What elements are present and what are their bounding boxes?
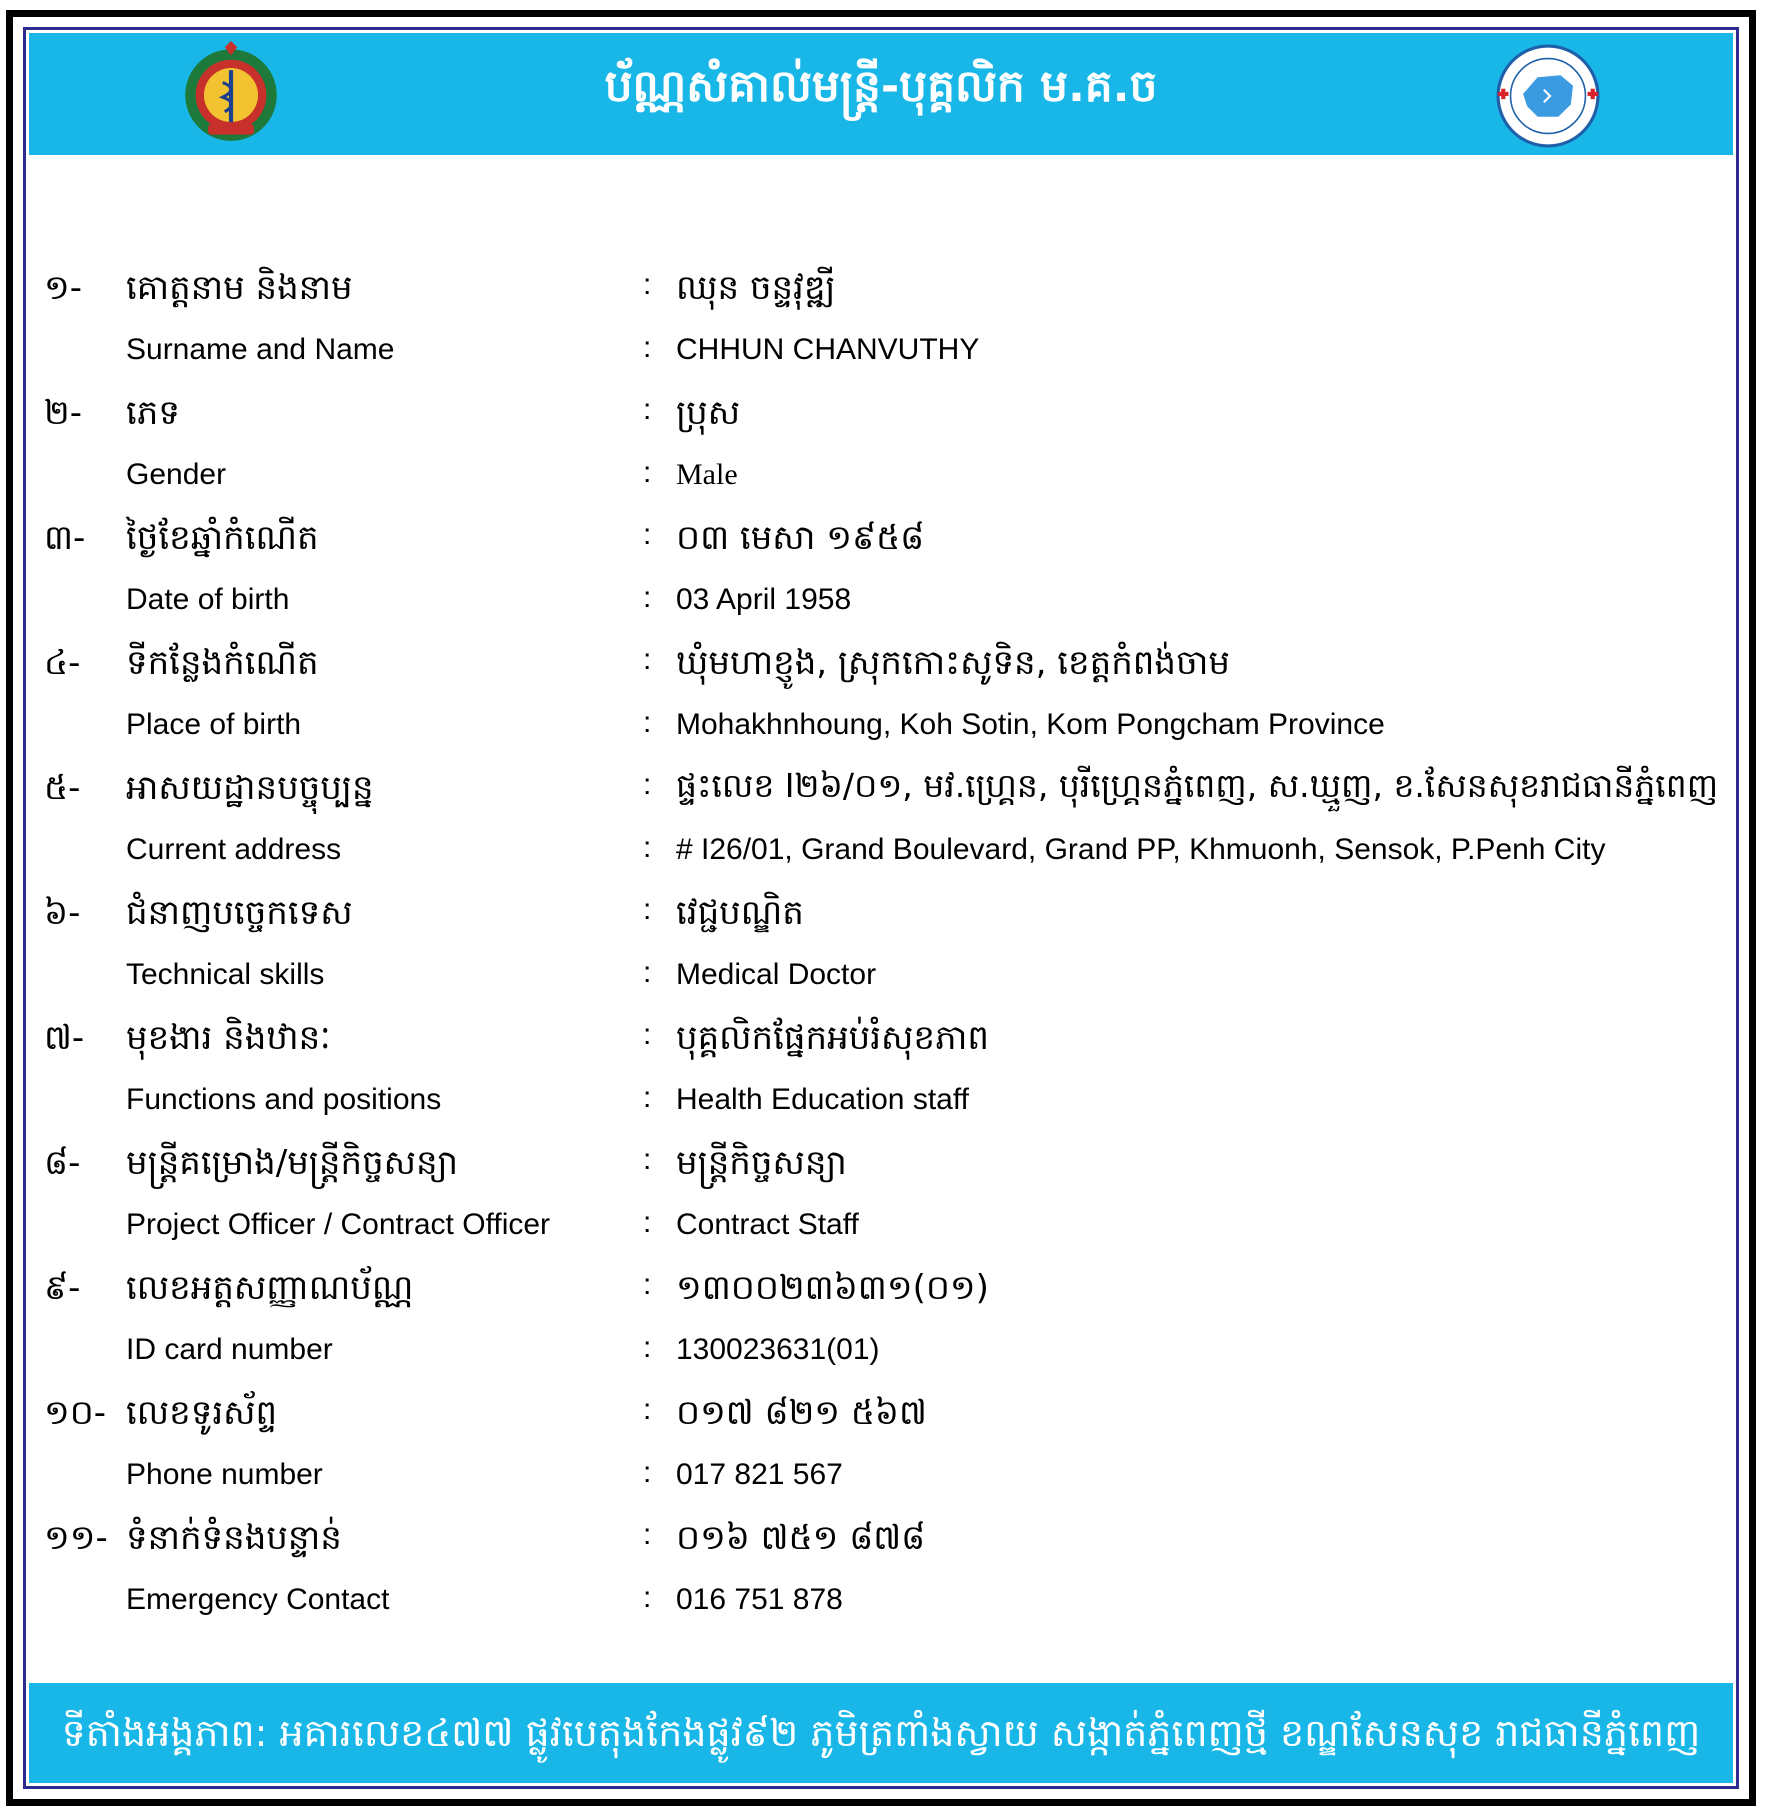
field-label-en: Project Officer / Contract Officer — [126, 1207, 551, 1241]
colon: : — [643, 830, 652, 864]
field-label-km: លេខទូរស័ព្ទ — [126, 1393, 278, 1433]
row-number: ៨- — [44, 1143, 81, 1183]
card-footer — [29, 1683, 1733, 1783]
field-label-en: Gender — [126, 457, 227, 491]
row-number: ៩- — [44, 1268, 81, 1308]
field-value-en: Mohakhnhoung, Koh Sotin, Kom Pongcham Province — [676, 707, 1385, 741]
info-row-km — [26, 885, 1736, 948]
row-number: ៥- — [44, 768, 81, 808]
colon: : — [643, 1393, 652, 1426]
colon: : — [643, 705, 652, 739]
colon: : — [643, 268, 652, 301]
row-number: ១០- — [44, 1393, 107, 1433]
field-label-en: Technical skills — [126, 957, 325, 991]
field-value-km: ឃុំមហាខ្ញូង, ស្រុកកោះសូទិន, ខេត្តកំពង់ចាម — [676, 643, 1230, 683]
field-label-km: គោត្តនាម និងនាម — [126, 268, 353, 308]
field-label-km: ទំនាក់ទំនងបន្ទាន់ — [126, 1518, 342, 1558]
field-label-en: Date of birth — [126, 582, 290, 616]
field-value-km: ប្រុស — [676, 393, 741, 433]
colon: : — [643, 1580, 652, 1614]
info-row-en — [26, 1323, 1736, 1386]
field-value-km: ឈុន ចន្ទវុឌ្ឍី — [676, 268, 836, 308]
field-value-en: 03 April 1958 — [676, 582, 852, 616]
field-label-km: មន្ត្រីគម្រោង/មន្ត្រីកិច្ចសន្យា — [126, 1143, 459, 1183]
info-row-km — [26, 385, 1736, 448]
field-value-en: 016 751 878 — [676, 1582, 843, 1616]
colon: : — [643, 393, 652, 426]
colon: : — [643, 955, 652, 989]
colon: : — [643, 1455, 652, 1489]
field-label-en: Emergency Contact — [126, 1582, 390, 1616]
field-label-en: Place of birth — [126, 707, 302, 741]
field-value-en: 017 821 567 — [676, 1457, 843, 1491]
info-row-km — [26, 1135, 1736, 1198]
field-label-en: ID card number — [126, 1332, 333, 1366]
info-row-en — [26, 1073, 1736, 1136]
info-row-km — [26, 1260, 1736, 1323]
row-number: ៦- — [44, 893, 81, 933]
colon: : — [643, 1268, 652, 1301]
info-row-km — [26, 1385, 1736, 1448]
card-title: ប័ណ្ណសំគាល់មន្ត្រី-បុគ្គលិក ម.គ.ច — [604, 61, 1158, 112]
info-row-km — [26, 1010, 1736, 1073]
colon: : — [643, 518, 652, 551]
colon: : — [643, 1080, 652, 1114]
field-value-km: ផ្ទះលេខ I២៦/០១, មវ.ហ្គ្រេន, បុរីហ្គ្រេនភ្នំពេញ, ស.ឃ្មួញ, ខ.សែនសុខរាជធានីភ្នំពេញ — [676, 766, 1719, 805]
info-row-en — [26, 1573, 1736, 1636]
field-label-km: អាសយដ្ឋានបច្ចុប្បន្ន — [126, 768, 374, 808]
info-row-en — [26, 698, 1736, 761]
field-label-km: ភេទ — [126, 393, 180, 433]
footer-address: ទីតាំងអង្គភាព: អគារលេខ៤៧៧ ផ្លូវបេតុងកែងផ្លូវ៩២ ភូមិត្រពាំងស្វាយ សង្កាត់ភ្នំពេញថ្មី ខណ្ឌសែនសុខ រាជធានីភ្នំពេញ — [61, 1711, 1701, 1755]
colon: : — [643, 1330, 652, 1364]
colon: : — [643, 643, 652, 676]
card-header — [29, 33, 1733, 155]
field-value-en: # I26/01, Grand Boulevard, Grand PP, Khmuonh, Sensok, P.Penh City — [676, 832, 1606, 866]
row-number: ១- — [44, 268, 83, 308]
row-number: ៤- — [44, 643, 81, 683]
info-row-en — [26, 448, 1736, 511]
info-row-km — [26, 1510, 1736, 1573]
field-label-en: Surname and Name — [126, 332, 395, 366]
field-value-km: ០១៧ ៨២១ ៥៦៧ — [676, 1393, 927, 1433]
info-row-en — [26, 573, 1736, 636]
info-row-km — [26, 260, 1736, 323]
card-outer-border — [6, 10, 1756, 1806]
field-value-km: ០៣ មេសា ១៩៥៨ — [676, 518, 925, 558]
info-row-en — [26, 1448, 1736, 1511]
info-row-km — [26, 635, 1736, 698]
row-number: ៧- — [44, 1018, 85, 1058]
field-value-km: ១៣០០២៣៦៣១(០១) — [676, 1268, 989, 1308]
card-inner-border — [23, 27, 1739, 1789]
colon: : — [643, 1205, 652, 1239]
field-label-km: ជំនាញបច្ចេកទេស — [126, 893, 353, 933]
info-row-en — [26, 1198, 1736, 1261]
field-label-km: មុខងារ និងឋានៈ — [126, 1018, 331, 1058]
field-label-km: ថ្ងៃខែឆ្នាំកំណើត — [126, 518, 319, 558]
field-label-km: ទីកន្លែងកំណើត — [126, 643, 319, 683]
info-row-en — [26, 948, 1736, 1011]
field-value-en: 130023631(01) — [676, 1332, 880, 1366]
field-label-en: Phone number — [126, 1457, 323, 1491]
colon: : — [643, 893, 652, 926]
field-value-km: វេជ្ជបណ្ឌិត — [676, 893, 804, 933]
field-value-en: Medical Doctor — [676, 957, 877, 991]
colon: : — [643, 768, 652, 801]
info-row-km — [26, 510, 1736, 573]
row-number: ៣- — [44, 518, 86, 558]
field-value-km: បុគ្គលិកផ្នែកអប់រំសុខភាព — [676, 1018, 989, 1058]
colon: : — [643, 580, 652, 614]
info-row-km — [26, 760, 1736, 823]
field-label-en: Functions and positions — [126, 1082, 442, 1116]
colon: : — [643, 1018, 652, 1051]
colon: : — [643, 1143, 652, 1176]
field-value-en: CHHUN CHANVUTHY — [676, 332, 980, 366]
field-label-en: Current address — [126, 832, 342, 866]
field-value-en: Health Education staff — [676, 1082, 969, 1116]
row-number: ២- — [44, 393, 83, 433]
info-row-en — [26, 823, 1736, 886]
info-rows — [26, 260, 1736, 1635]
field-value-km: ០១៦ ៧៥១ ៨៧៨ — [676, 1518, 926, 1558]
field-label-km: លេខអត្តសញ្ញាណប័ណ្ណ — [126, 1268, 414, 1308]
field-value-en: Male — [676, 457, 738, 491]
field-value-en: Contract Staff — [676, 1207, 859, 1241]
colon: : — [643, 455, 652, 489]
cambodia-map-logo-icon — [1496, 44, 1600, 148]
field-value-km: មន្ត្រីកិច្ចសន្យា — [676, 1143, 847, 1183]
row-number: ១១- — [44, 1518, 108, 1558]
colon: : — [643, 330, 652, 364]
colon: : — [643, 1518, 652, 1551]
info-row-en — [26, 323, 1736, 386]
